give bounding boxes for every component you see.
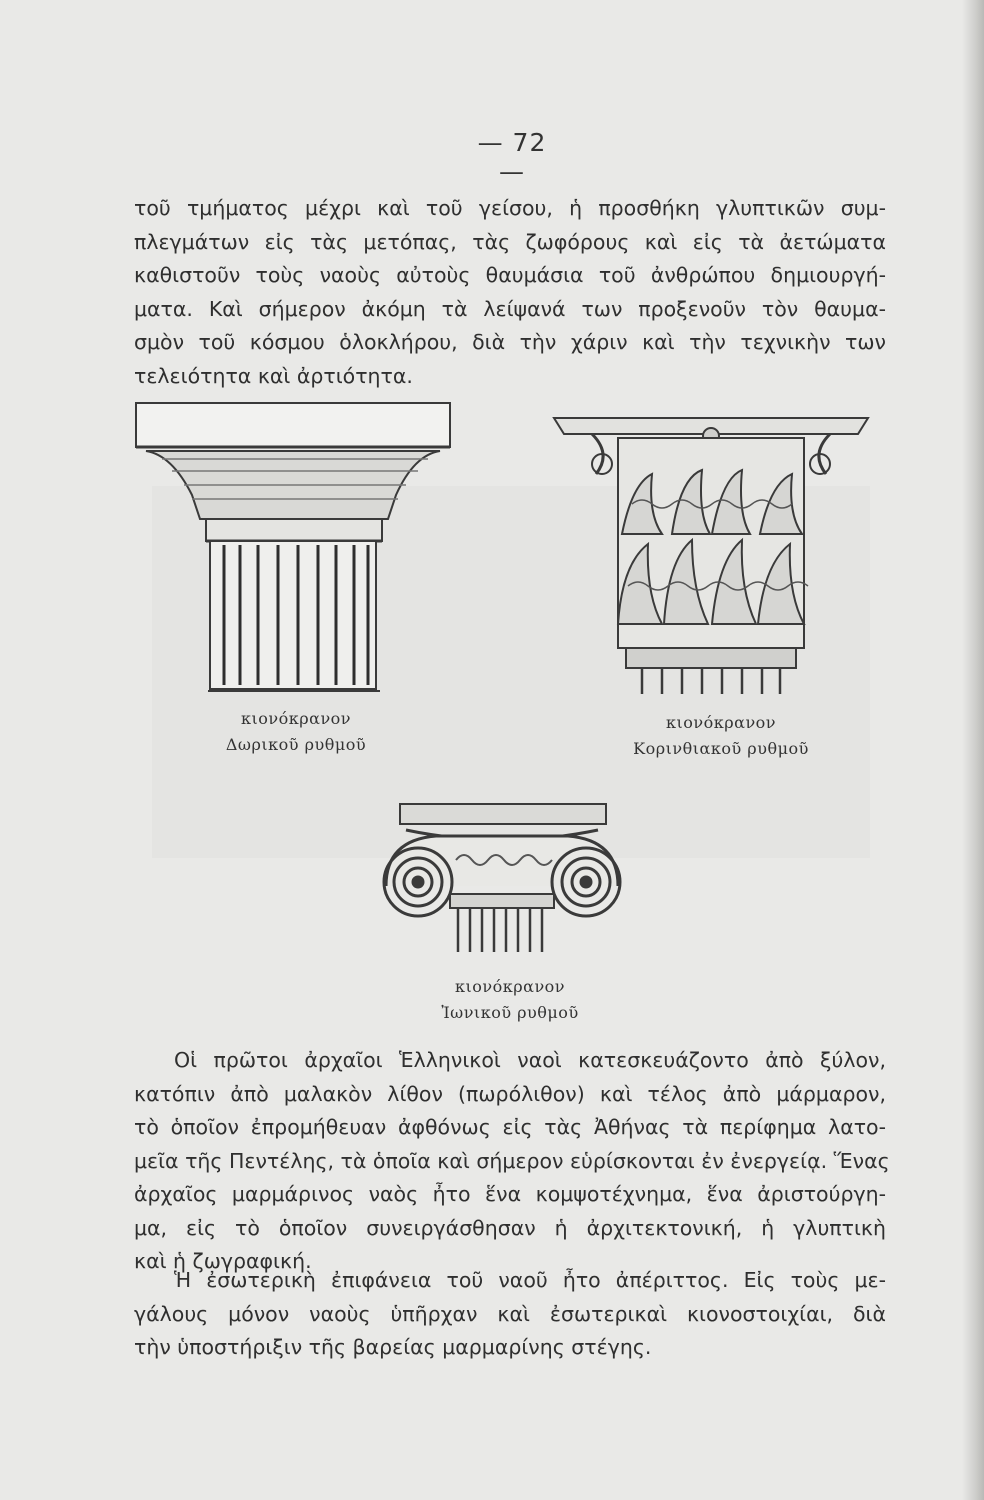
text-line: τοῦ τμήματος μέχρι καὶ τοῦ γείσου, ἡ προσθήκη γλυπτικῶν συμ- bbox=[134, 196, 886, 220]
text-line: καθιστοῦν τοὺς ναοὺς αὐτοὺς θαυμάσια τοῦ ἀνθρώπου δημιουργή- bbox=[134, 263, 886, 287]
text-line: τὸ ὁποῖον ἐπρομήθευαν ἀφθόνως εἰς τὰς Ἀθήνας τὰ περίφημα λατο- bbox=[134, 1115, 886, 1139]
paragraph-temple-decoration bbox=[134, 192, 886, 393]
text-line: πλεγμάτων εἰς τὰς μετόπας, τὰς ζωφόρους καὶ εἰς τὰ ἀετώματα bbox=[134, 229, 886, 254]
text-line: σμὸν τοῦ κόσμου ὁλοκλήρου, διὰ τὴν χάριν καὶ τὴν τεχνικὴν των bbox=[134, 330, 886, 354]
ionic-caption bbox=[410, 974, 610, 1026]
text-line: μα, εἰς τὸ ὁποῖον συνειργάσθησαν ἡ ἀρχιτεκτονική, ἡ γλυπτικὴ bbox=[134, 1215, 886, 1240]
corinthian-caption bbox=[606, 710, 836, 762]
doric-caption bbox=[196, 706, 396, 758]
text-line: τελειότητα καὶ ἀρτιότητα. bbox=[134, 363, 413, 388]
ionic-capital-illustration bbox=[366, 800, 638, 956]
text-line: ἀρχαῖος μαρμάρινος ναὸς ἦτο ἕνα κομψοτέχνημα, ἕνα ἀριστούργη- bbox=[134, 1182, 886, 1206]
text-line: τὴν ὑποστήριξιν τῆς βαρείας μαρμαρίνης στέγης. bbox=[134, 1335, 652, 1359]
caption-line: Δωρικοῦ ρυθμοῦ bbox=[225, 735, 367, 754]
text-line: γάλους μόνον ναοὺς ὑπῆρχαν καὶ ἐσωτερικαὶ κιονοστοιχίαι, διὰ bbox=[134, 1301, 886, 1326]
text-line: Ἡ ἐσωτερικὴ ἐπιφάνεια τοῦ ναοῦ ἦτο ἀπέριττος. Εἰς τοὺς με- bbox=[174, 1268, 886, 1292]
caption-line: Ἰωνικοῦ ρυθμοῦ bbox=[441, 1003, 579, 1022]
text-line: κατόπιν ἀπὸ μαλακὸν λίθον (πωρόλιθον) καὶ τέλος ἀπὸ μάρμαρον, bbox=[134, 1081, 886, 1106]
caption-line: κιονόκρανον bbox=[240, 709, 352, 728]
page-number: — 72 — bbox=[477, 128, 547, 186]
paragraph-temple-materials bbox=[134, 1044, 890, 1279]
text-line: καὶ ἡ ζωγραφική. bbox=[134, 1249, 312, 1273]
corinthian-capital-illustration bbox=[552, 414, 870, 696]
text-line: Οἱ πρῶτοι ἀρχαῖοι Ἑλληνικοὶ ναοὶ κατεσκευάζοντο ἀπὸ ξύλον, bbox=[174, 1048, 886, 1072]
caption-line: κιονόκρανον bbox=[665, 713, 777, 732]
caption-line: κιονόκρανον bbox=[454, 977, 566, 996]
paragraph-temple-interior bbox=[134, 1264, 886, 1365]
text-line: μεῖα τῆς Πεντέλης, τὰ ὁποῖα καὶ σήμερον εὑρίσκονται ἐν ἐνεργείᾳ. Ἕνας bbox=[134, 1148, 890, 1173]
page-edge-shadow bbox=[962, 0, 984, 1500]
caption-line: Κορινθιακοῦ ρυθμοῦ bbox=[633, 739, 809, 758]
doric-capital-illustration bbox=[132, 395, 454, 695]
text-line: ματα. Καὶ σήμερον ἀκόμη τὰ λείψανά των προξενοῦν τὸν θαυμα- bbox=[134, 296, 886, 321]
